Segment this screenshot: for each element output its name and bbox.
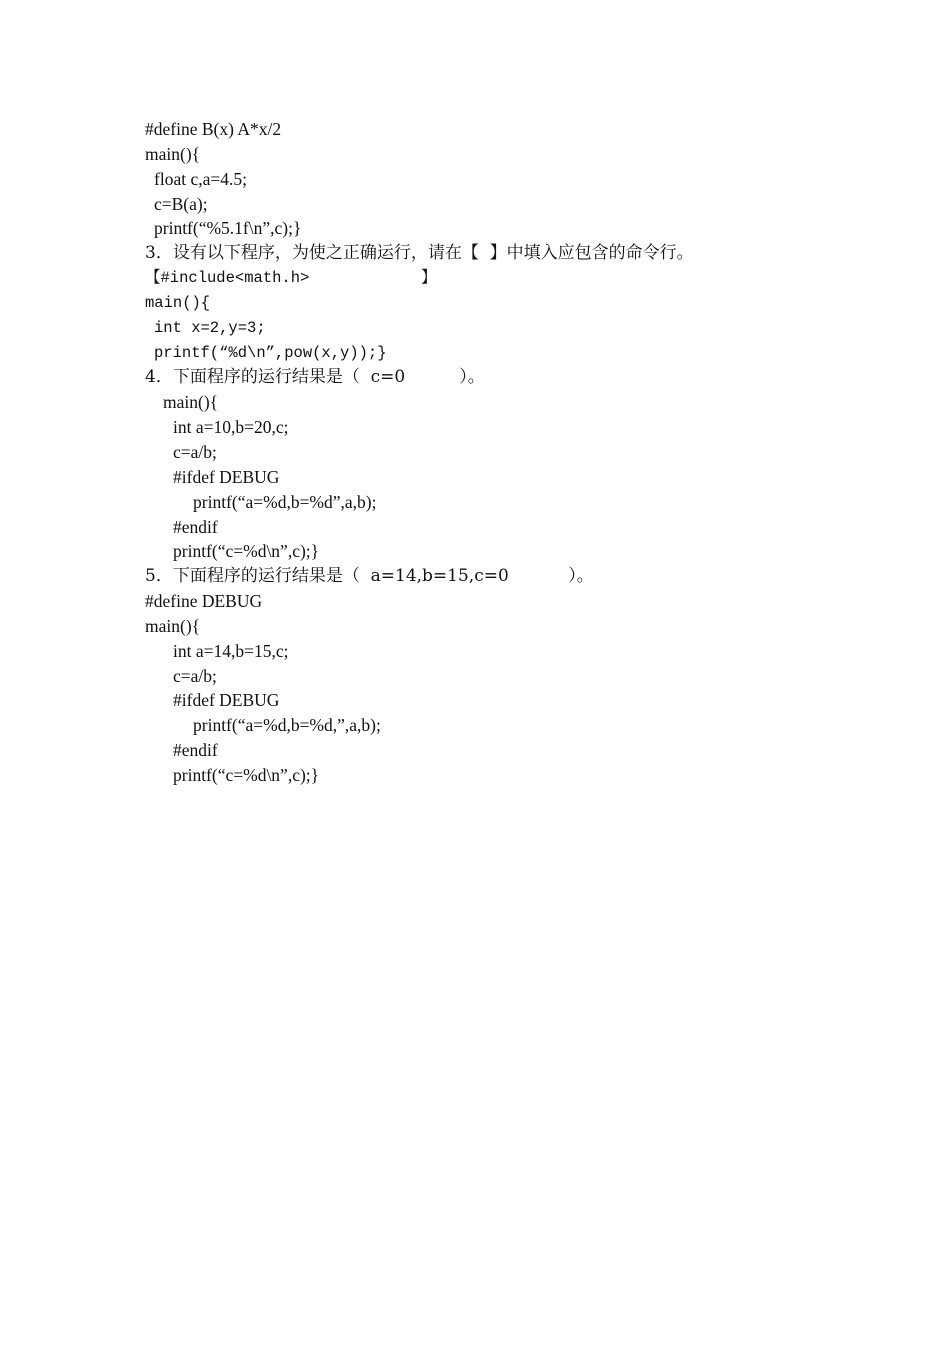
code-line: #endif — [173, 516, 218, 537]
code-line: float c,a=4.5; — [154, 168, 247, 189]
code-line: int a=10,b=20,c; — [173, 417, 289, 438]
code-line: printf(“c=%d\n”,c);} — [173, 541, 320, 562]
answer-3-include-line: 【#include<math.h> 】 — [145, 269, 437, 288]
code-line: #ifdef DEBUG — [173, 466, 280, 487]
code-line: main(){ — [163, 392, 219, 413]
code-line: #endif — [173, 740, 218, 761]
code-line: printf(“c=%d\n”,c);} — [173, 764, 320, 785]
code-line: c=B(a); — [154, 193, 208, 214]
code-line: #define DEBUG — [145, 591, 263, 612]
code-line: printf(“a=%d,b=%d”,a,b); — [193, 491, 377, 512]
code-line: main(){ — [145, 293, 211, 312]
code-line: #define B(x) A*x/2 — [145, 119, 282, 139]
question-5: 5．下面程序的运行结果是（ a=14,b=15,c=0 ）。 — [145, 566, 594, 587]
code-line: main(){ — [145, 615, 201, 636]
code-line: main(){ — [145, 143, 201, 164]
code-line: printf(“%5.1f\n”,c);} — [154, 218, 302, 239]
code-line: c=a/b; — [173, 441, 217, 462]
code-line: #ifdef DEBUG — [173, 690, 280, 711]
document-body — [145, 117, 865, 788]
code-line: c=a/b; — [173, 665, 217, 686]
code-line: int x=2,y=3; — [154, 318, 266, 337]
code-line: int a=14,b=15,c; — [173, 640, 289, 661]
question-4: 4．下面程序的运行结果是（ c=0 ）。 — [145, 367, 485, 388]
code-line: printf(“a=%d,b=%d,”,a,b); — [193, 715, 381, 736]
question-3: 3．设有以下程序，为使之正确运行，请在【 】中填入应包含的命令行。 — [145, 243, 694, 264]
code-line: printf(“%d\n”,pow(x,y));} — [154, 343, 387, 362]
